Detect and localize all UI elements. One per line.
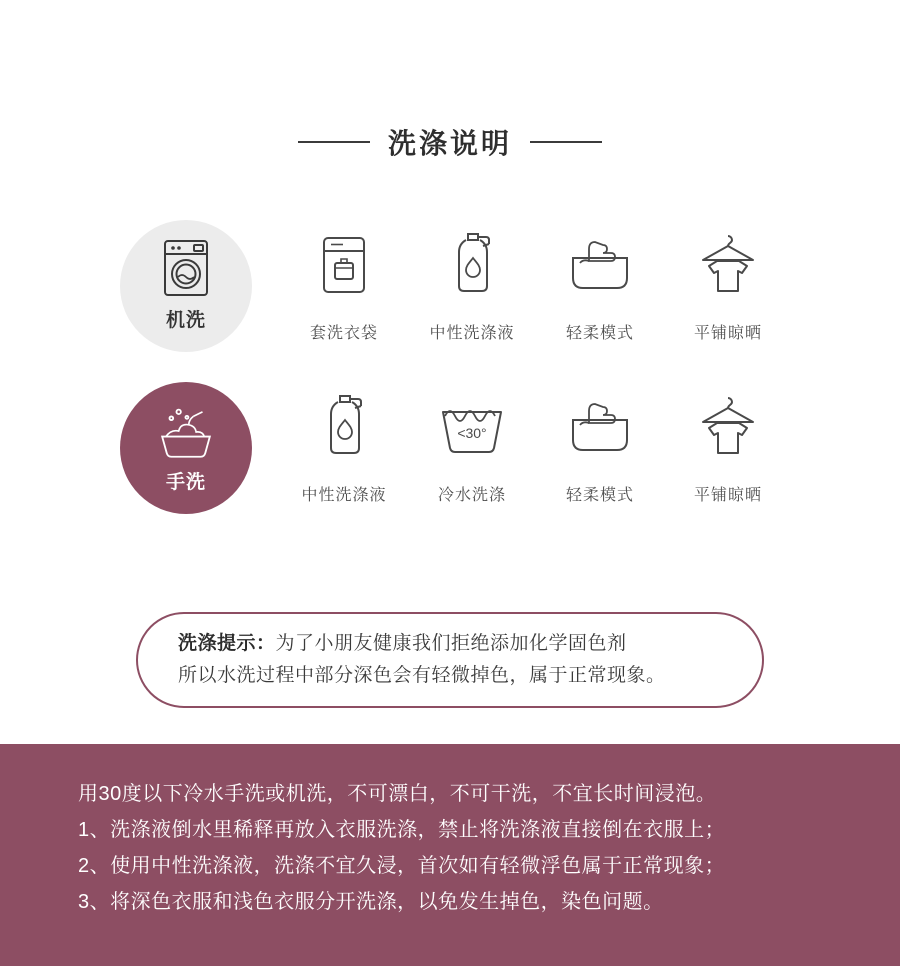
care-item-label: 冷水洗涤	[437, 487, 506, 504]
care-item-label: 套洗衣袋	[309, 325, 378, 342]
page-title	[0, 0, 900, 162]
gentle-hand-wash-icon	[565, 226, 635, 304]
care-item-cold-water	[408, 388, 536, 505]
care-item-flat-dry-1	[664, 226, 792, 343]
gentle-hand-wash-icon	[565, 388, 635, 466]
wash-tip-label: 洗涤提示：	[178, 633, 276, 654]
care-item-flat-dry-2	[664, 388, 792, 505]
care-item-neutral-detergent-2	[280, 388, 408, 505]
svg-text:<30°: <30°	[457, 425, 487, 441]
care-item-label: 轻柔模式	[565, 487, 634, 504]
badge-machine-wash-label: 机洗	[165, 309, 206, 331]
neutral-detergent-icon	[316, 388, 372, 466]
care-item-gentle-mode-1	[536, 226, 664, 343]
neutral-detergent-icon	[444, 226, 500, 304]
care-row-hand-wash	[120, 382, 900, 514]
hand-wash-basin-icon	[153, 403, 219, 461]
wash-tip-line-1	[178, 628, 722, 660]
care-item-gentle-mode-2	[536, 388, 664, 505]
care-item-label: 平铺晾晒	[693, 487, 762, 504]
laundry-bag-icon	[313, 226, 375, 304]
care-item-label: 中性洗涤液	[429, 325, 515, 342]
wash-tip-line-2: 所以水洗过程中部分深色会有轻微掉色，属于正常现象。	[178, 665, 666, 686]
footer-notes	[0, 744, 900, 966]
flat-dry-hanger-icon	[689, 388, 767, 466]
badge-machine-wash	[120, 220, 252, 352]
badge-hand-wash-label: 手洗	[165, 471, 206, 493]
care-item-label: 平铺晾晒	[693, 325, 762, 342]
cold-water-30-icon	[433, 388, 511, 466]
title-rule-right	[530, 141, 602, 143]
footer-line-0: 用30度以下冷水手洗或机洗，不可漂白，不可干洗，不宜长时间浸泡。	[78, 783, 717, 805]
page-title-text: 洗涤说明	[387, 128, 512, 159]
care-rows	[0, 220, 900, 514]
care-item-neutral-detergent-1	[408, 226, 536, 343]
title-rule-left	[298, 141, 370, 143]
wash-tip-text-1: 为了小朋友健康我们拒绝添加化学固色剂	[275, 633, 627, 654]
footer-line-3: 3、将深色衣服和浅色衣服分开洗涤，以免发生掉色，染色问题。	[78, 891, 664, 913]
wash-tip-box	[136, 612, 764, 708]
badge-hand-wash	[120, 382, 252, 514]
care-item-label: 轻柔模式	[565, 325, 634, 342]
flat-dry-hanger-icon	[689, 226, 767, 304]
footer-line-2: 2、使用中性洗涤液，洗涤不宜久浸，首次如有轻微浮色属于正常现象；	[78, 855, 726, 877]
care-row-machine-wash	[120, 220, 900, 352]
washing-machine-icon	[153, 241, 219, 299]
footer-line-1: 1、洗涤液倒水里稀释再放入衣服洗涤，禁止将洗涤液直接倒在衣服上；	[78, 819, 726, 841]
care-item-label: 中性洗涤液	[301, 487, 387, 504]
care-item-laundry-bag	[280, 226, 408, 343]
